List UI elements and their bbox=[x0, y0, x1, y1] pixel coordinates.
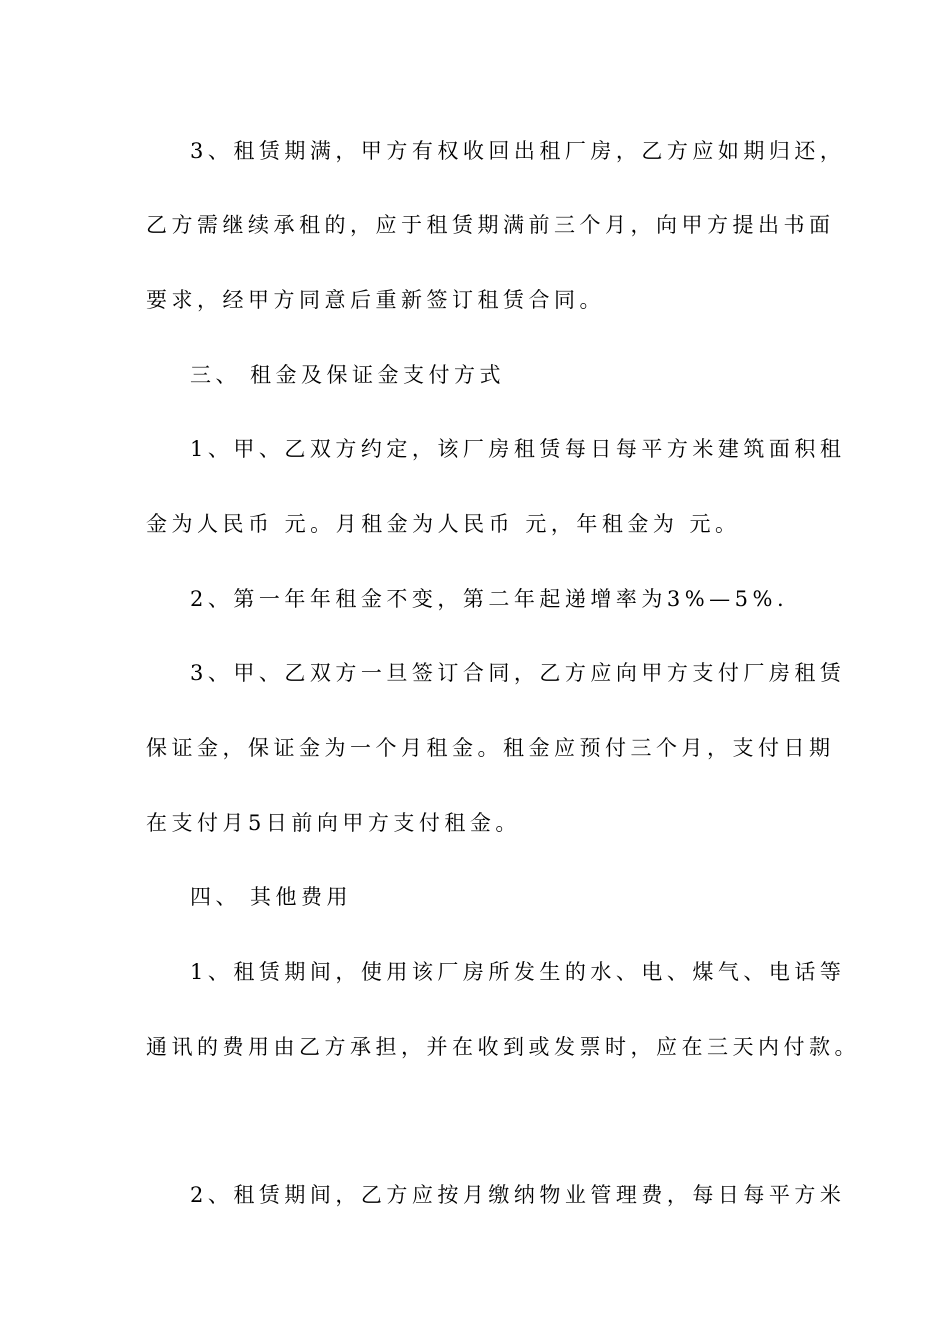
section-heading bbox=[190, 361, 505, 389]
paragraph-line: 1、甲、乙双方约定，该厂房租赁每日每平方米建筑面积租 bbox=[190, 437, 846, 461]
paragraph-line: 1、租赁期间，使用该厂房所发生的水、电、煤气、电话等 bbox=[190, 960, 846, 984]
section-heading-number: 三、 bbox=[190, 363, 241, 387]
paragraph-line: 金为人民币 元。月租金为人民币 元，年租金为 元。 bbox=[146, 512, 741, 536]
paragraph-line: 在支付月5日前向甲方支付租金。 bbox=[146, 811, 521, 835]
paragraph-line: 3、租赁期满，甲方有权收回出租厂房，乙方应如期归还， bbox=[190, 139, 846, 163]
paragraph-line: 2、租赁期间，乙方应按月缴纳物业管理费，每日每平方米 bbox=[190, 1183, 846, 1207]
paragraph-line: 3、甲、乙双方一旦签订合同，乙方应向甲方支付厂房租赁 bbox=[190, 661, 846, 685]
section-heading-title: 租金及保证金支付方式 bbox=[250, 363, 505, 387]
section-heading-title: 其他费用 bbox=[250, 885, 352, 909]
paragraph-line: 乙方需继续承租的，应于租赁期满前三个月，向甲方提出书面 bbox=[146, 213, 835, 237]
paragraph-line: 要求，经甲方同意后重新签订租赁合同。 bbox=[146, 288, 605, 312]
paragraph-line: 保证金，保证金为一个月租金。租金应预付三个月，支付日期 bbox=[146, 736, 835, 760]
section-heading bbox=[190, 883, 352, 911]
paragraph-line: 通讯的费用由乙方承担，并在收到或发票时，应在三天内付款。 bbox=[146, 1035, 860, 1059]
section-heading-number: 四、 bbox=[190, 885, 241, 909]
paragraph-line: 2、第一年年租金不变，第二年起递增率为3%—5%. bbox=[190, 587, 789, 611]
